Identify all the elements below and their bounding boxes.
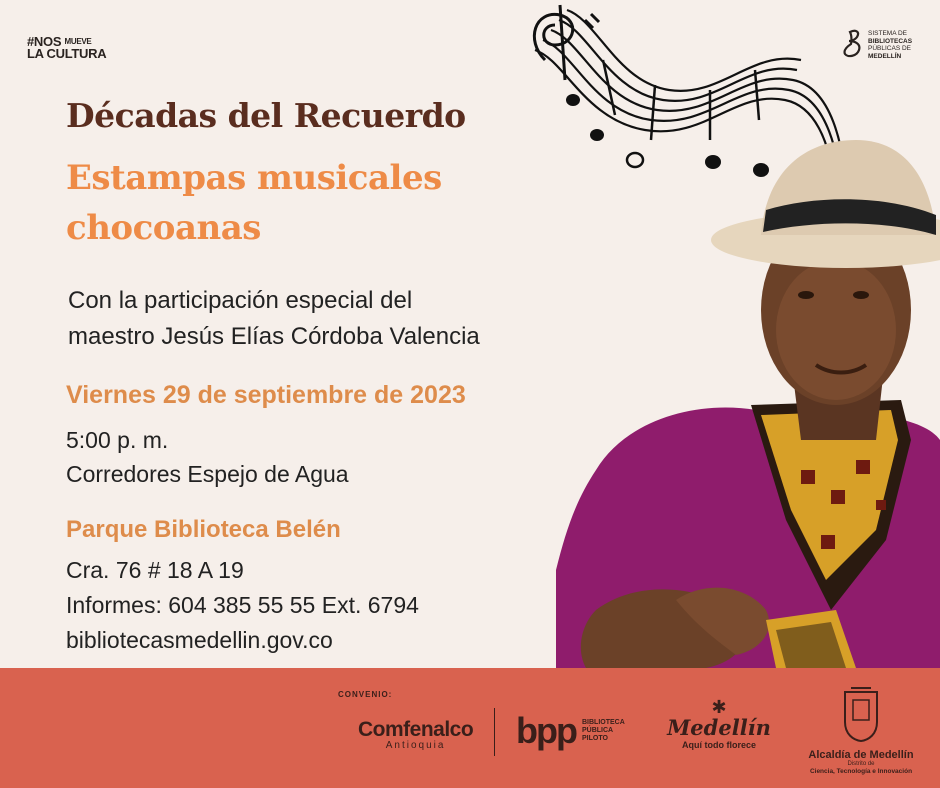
convenio-label: CONVENIO: [338, 690, 393, 699]
system-line2: BIBLIOTECAS [868, 37, 913, 45]
event-subtitle: Estampas musicales chocoanas [66, 158, 442, 248]
alcaldia-name: Alcaldía de Medellín [808, 749, 914, 761]
coat-of-arms-icon [841, 686, 881, 742]
bpp-line1: BIBLIOTECA [581, 719, 625, 726]
medellin-slogan: Aquí todo florece [682, 740, 756, 750]
event-time: 5:00 p. m. [66, 427, 169, 453]
library-b-icon [842, 28, 864, 60]
bpp-line3: PILOTO [581, 735, 608, 742]
hashtag-text: #NOS [27, 34, 62, 49]
system-line4: MEDELLÍN [868, 52, 902, 60]
library-system-logo [842, 28, 912, 60]
event-location: Corredores Espejo de Agua [66, 461, 349, 487]
event-title: Décadas del Recuerdo [66, 96, 466, 135]
venue-name: Parque Biblioteca Belén [66, 516, 341, 543]
medellin-name: Medellín [667, 715, 771, 740]
musician-portrait [556, 140, 940, 668]
website-link[interactable]: bibliotecasmedellin.gov.co [66, 627, 333, 653]
bpp-line2: PÚBLICA [581, 727, 614, 734]
system-line3: PÚBLICAS DE [868, 45, 911, 52]
sponsor-footer [0, 668, 940, 788]
system-line1: SISTEMA DE [868, 30, 908, 37]
flower-icon: ✱ [711, 697, 727, 717]
contact-info [66, 553, 419, 658]
medellin-logo [656, 698, 782, 750]
intro-line1: Con la participación especial del [68, 287, 413, 314]
event-date: Viernes 29 de septiembre de 2023 [66, 381, 466, 409]
footer-divider [494, 708, 495, 756]
bpp-logo [516, 710, 625, 752]
comfenalco-logo [358, 718, 473, 751]
event-time-location [66, 423, 349, 491]
hashtag-line2: LA CULTURA [27, 46, 107, 61]
comfenalco-name: Comfenalco [358, 718, 474, 741]
music-note-icon [566, 94, 580, 106]
bpp-mark: bpp [516, 710, 576, 751]
venue-address: Cra. 76 # 18 A 19 [66, 557, 244, 583]
intro-line2: maestro Jesús Elías Córdoba Valencia [68, 323, 480, 350]
nos-mueve-la-cultura-logo [27, 36, 106, 60]
alcaldia-line1: Distrito de [847, 761, 875, 767]
alcaldia-logo [794, 686, 928, 775]
comfenalco-sub: Antioquia [385, 740, 446, 751]
alcaldia-line2: Ciencia, Tecnología e Innovación [809, 768, 913, 775]
treble-clef-icon [534, 5, 572, 80]
hashtag-small-text: MUEVE [64, 37, 92, 46]
intro-text [68, 283, 628, 355]
phone-info: Informes: 604 385 55 55 Ext. 6794 [66, 592, 419, 618]
